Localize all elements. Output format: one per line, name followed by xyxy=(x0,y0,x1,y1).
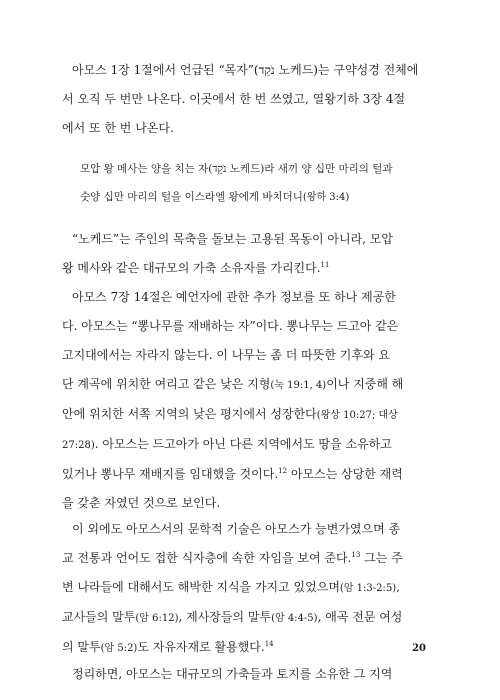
text-segment: 의 말투 xyxy=(62,640,101,654)
text-segment: . 아모스는 드고아가 아닌 다른 지역에서도 땅을 소유하고 xyxy=(94,437,392,451)
text-line xyxy=(62,254,436,283)
text-line xyxy=(62,400,436,430)
text-line xyxy=(62,544,436,573)
text-segment: 변 나라들에 대해서도 해박한 지식을 가지고 있었으며 xyxy=(62,580,340,594)
text-segment: 교사들의 말투 xyxy=(62,610,136,624)
footnote-marker: 14 xyxy=(264,640,274,648)
text-line: 고지대에서는 자라지 않는다. 이 나무는 좀 더 따뜻한 기후와 요 xyxy=(62,348,390,362)
paragraph-nokēd-meaning xyxy=(62,225,436,283)
paragraph-nokēd-intro xyxy=(62,56,436,143)
text-line: 이 외에도 아모스서의 문학적 기술은 아모스가 능변가였으며 종 xyxy=(72,522,401,536)
text-segment: 안에 위치한 서쪽 지역의 낮은 평지에서 성장한다 xyxy=(62,407,317,421)
paragraph-sycamore xyxy=(62,283,436,518)
text-segment: , 제사장들의 말투 xyxy=(178,610,272,624)
paragraph-literary-style xyxy=(62,515,436,663)
footnote-marker: 11 xyxy=(320,261,330,269)
text-line xyxy=(62,603,436,633)
scripture-quote xyxy=(80,155,430,212)
quote-line xyxy=(80,183,430,212)
text-segment: 있거나 뽕나무 재배지를 임대했을 것이다. xyxy=(62,467,279,481)
text-line xyxy=(62,370,436,400)
text-line xyxy=(62,460,436,489)
scripture-reference: (왕하 3:4) xyxy=(302,192,350,203)
text-line: 아모스 7장 14절은 예언자에 관한 추가 정보를 또 하나 제공한 xyxy=(72,290,396,304)
scripture-reference: 27:28) xyxy=(62,440,95,451)
text-segment: 그는 주 xyxy=(360,551,403,565)
text-line: “노케드”는 주인의 목축을 돌보는 고용된 목동이 아니라, 모압 xyxy=(72,232,393,246)
text-segment: , 애곡 전문 여성 xyxy=(317,610,403,624)
text-segment: 왕 메사와 같은 대규모의 가축 소유자를 가리킨다. xyxy=(62,261,321,275)
footnote-marker: 12 xyxy=(278,467,288,475)
text-segment: 아모스는 상당한 재력 xyxy=(287,467,403,481)
text-segment: 이나 지중해 해 xyxy=(326,377,404,391)
text-line xyxy=(62,430,436,460)
quote-text: 숫양 십만 마리의 털을 이스라엘 왕에게 바치더니 xyxy=(80,191,303,203)
text-line: 아모스 1장 1절에서 언급된 “목자”(נֹקֵד 노케드)는 구약성경 전체에 xyxy=(72,63,419,77)
text-segment: , xyxy=(396,580,400,594)
scripture-reference: (왕상 10:27; 대상 xyxy=(316,410,398,421)
scripture-reference: (암 1:3-2:5) xyxy=(339,583,397,594)
text-line xyxy=(62,573,436,603)
scripture-reference: (암 6:12) xyxy=(135,613,179,624)
scripture-reference: (암 5:2) xyxy=(100,643,138,654)
footnote-marker: 13 xyxy=(351,551,361,559)
page-number: 20 xyxy=(412,643,426,654)
quote-line: 모압 왕 메사는 양을 치는 자(נֹקֵד 노케드)라 새끼 양 십만 마리의 털과 xyxy=(80,163,393,175)
text-line: 을 갖춘 자였던 것으로 보인다. xyxy=(62,496,221,510)
text-segment: 단 계곡에 위치한 여리고 같은 낮은 지형 xyxy=(62,377,271,391)
scripture-reference: (암 4:4-5) xyxy=(271,613,318,624)
text-line: 에서 또 한 번 나온다. xyxy=(62,121,174,135)
text-line: 서 오직 두 번만 나온다. 이곳에서 한 번 쓰였고, 열왕기하 3장 4절 xyxy=(62,92,406,106)
text-line: 다. 아모스는 “뽕나무를 재배하는 자”이다. 뽕나무는 드고아 같은 xyxy=(62,319,399,333)
scripture-reference: (눅 19:1, 4) xyxy=(270,380,327,391)
text-line xyxy=(62,633,436,663)
text-segment: 도 자유자재로 활용했다. xyxy=(137,640,265,654)
paragraph-summary xyxy=(62,660,436,689)
text-line: 정리하면, 아모스는 대규모의 가축들과 토지를 소유한 그 지역 xyxy=(72,667,393,681)
text-segment: 교 전통과 언어도 접한 식자층에 속한 자임을 보여 준다. xyxy=(62,551,352,565)
